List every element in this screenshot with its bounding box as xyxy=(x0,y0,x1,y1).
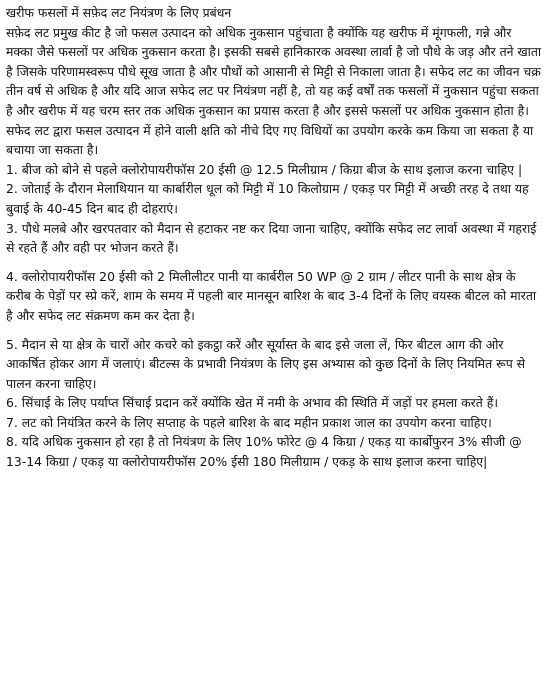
method-item-8: 8. यदि अधिक नुकसान हो रहा है तो नियंत्रण के लिए 10% फोरेट @ 4 किग्रा / एकड़ या कार्बोफुरन 3% सीजी @ 13-14 किग्रा / एकड़ या क्लोरोपायरीफॉस 20% ईसी 180 मिलीग्राम / एकड़ के साथ इलाज करना चाहिए| xyxy=(6,434,522,470)
paragraph-gap xyxy=(6,326,542,335)
method-item-4: 4. क्लोरोपायरीफॉस 20 ईसी को 2 मिलीलीटर पानी या कार्बरील 50 WP @ 2 ग्राम / लीटर पानी के साथ क्षेत्र के करीब के पेड़ों पर स्प्रे करें, शाम के समय में पहली बार मानसून बारिश के बाद 3-4 दिनों के लिए वयस्क बीटल को मारता है और सफेद लट संक्रमण कम कर देता है। xyxy=(6,268,537,323)
method-item-2: 2. जोताई के दौरान मेलाथियान या कार्बारील धूल को मिट्टी में 10 किलोग्राम / एकड़ पर मिट्टी में अच्छी तरह दे तथा यह बुवाई के 40-45 दिन बाद ही दोहराएं। xyxy=(6,181,529,216)
document-title: खरीफ फसलों में सफ़ेद लट नियंत्रण के लिए प्रबंधन xyxy=(6,5,232,20)
method-item-6: 6. सिंचाई के लिए पर्याप्त सिंचाई प्रदान करें क्योंकि खेत में नमी के अभाव की स्थिति में जड़ों पर हमला करते हैं। xyxy=(6,395,499,411)
method-item-5: 5. मैदान से या क्षेत्र के चारों ओर कचरे को इकट्ठा करें और सूर्यास्त के बाद इसे जला लें, फिर बीटल आग की ओर आकर्षित होकर आग में जलाएं। बीटल्स के प्रभावी नियंत्रण के लिए इस अभ्यास को कुछ दिनों के लिए नियमित रूप से पालन करना चाहिए। xyxy=(6,336,526,391)
intro-paragraph: सफ़ेद लट प्रमुख कीट है जो फसल उत्पादन को अधिक नुकसान पहुंचाता है क्योंकि यह खरीफ में मूंगफली, गन्ने और मक्का जैसे फसलों पर अधिक नुकसान करता है। इसकी सबसे हानिकारक अवस्था लार्वा है जो पौधे के जड़ और तने खाता है जिसके परिणामस्वरूप पौधे सूख जाता है और पौधों को आसानी से मिट्टी से निकाला जाता है। सफेद लट का जीवन चक्र तीन वर्ष से अधिक है और यदि आज सफेद लट पर नियंत्रण नहीं है, तो यह कई वर्षों तक फसलों में नुकसान पहुंचा सकता है और खरीफ में यह चरम स्तर तक अधिक नुकसान का प्रयास करता है और इससे फसलों पर अधिक नुकसान होता है। xyxy=(6,24,542,118)
methods-lead-paragraph: सफेद लट द्वारा फसल उत्पादन में होने वाली क्षति को नीचे दिए गए विधियों का उपयोग करके कम किया जा सकता है या बचाया जा सकता है। xyxy=(6,122,534,158)
document-body xyxy=(6,3,542,472)
method-item-1: 1. बीज को बोने से पहले क्लोरोपायरीफॉस 20 ईसी @ 12.5 मिलीग्राम / किग्रा बीज के साथ इलाज करना चाहिए | xyxy=(6,161,523,177)
paragraph-gap xyxy=(6,258,542,267)
method-item-7: 7. लट को नियंत्रित करने के लिए सप्ताह के पहले बारिश के बाद महीन प्रकाश जाल का उपयोग करना चाहिए। xyxy=(6,414,492,430)
method-item-3: 3. पौधे मलबे और खरपतवार को मैदान से हटाकर नष्ट कर दिया जाना चाहिए, क्योंकि सफेद लट लार्वा अवस्था में गहराई से रहते हैं और वही पर भोजन करते हैं। xyxy=(6,220,537,256)
